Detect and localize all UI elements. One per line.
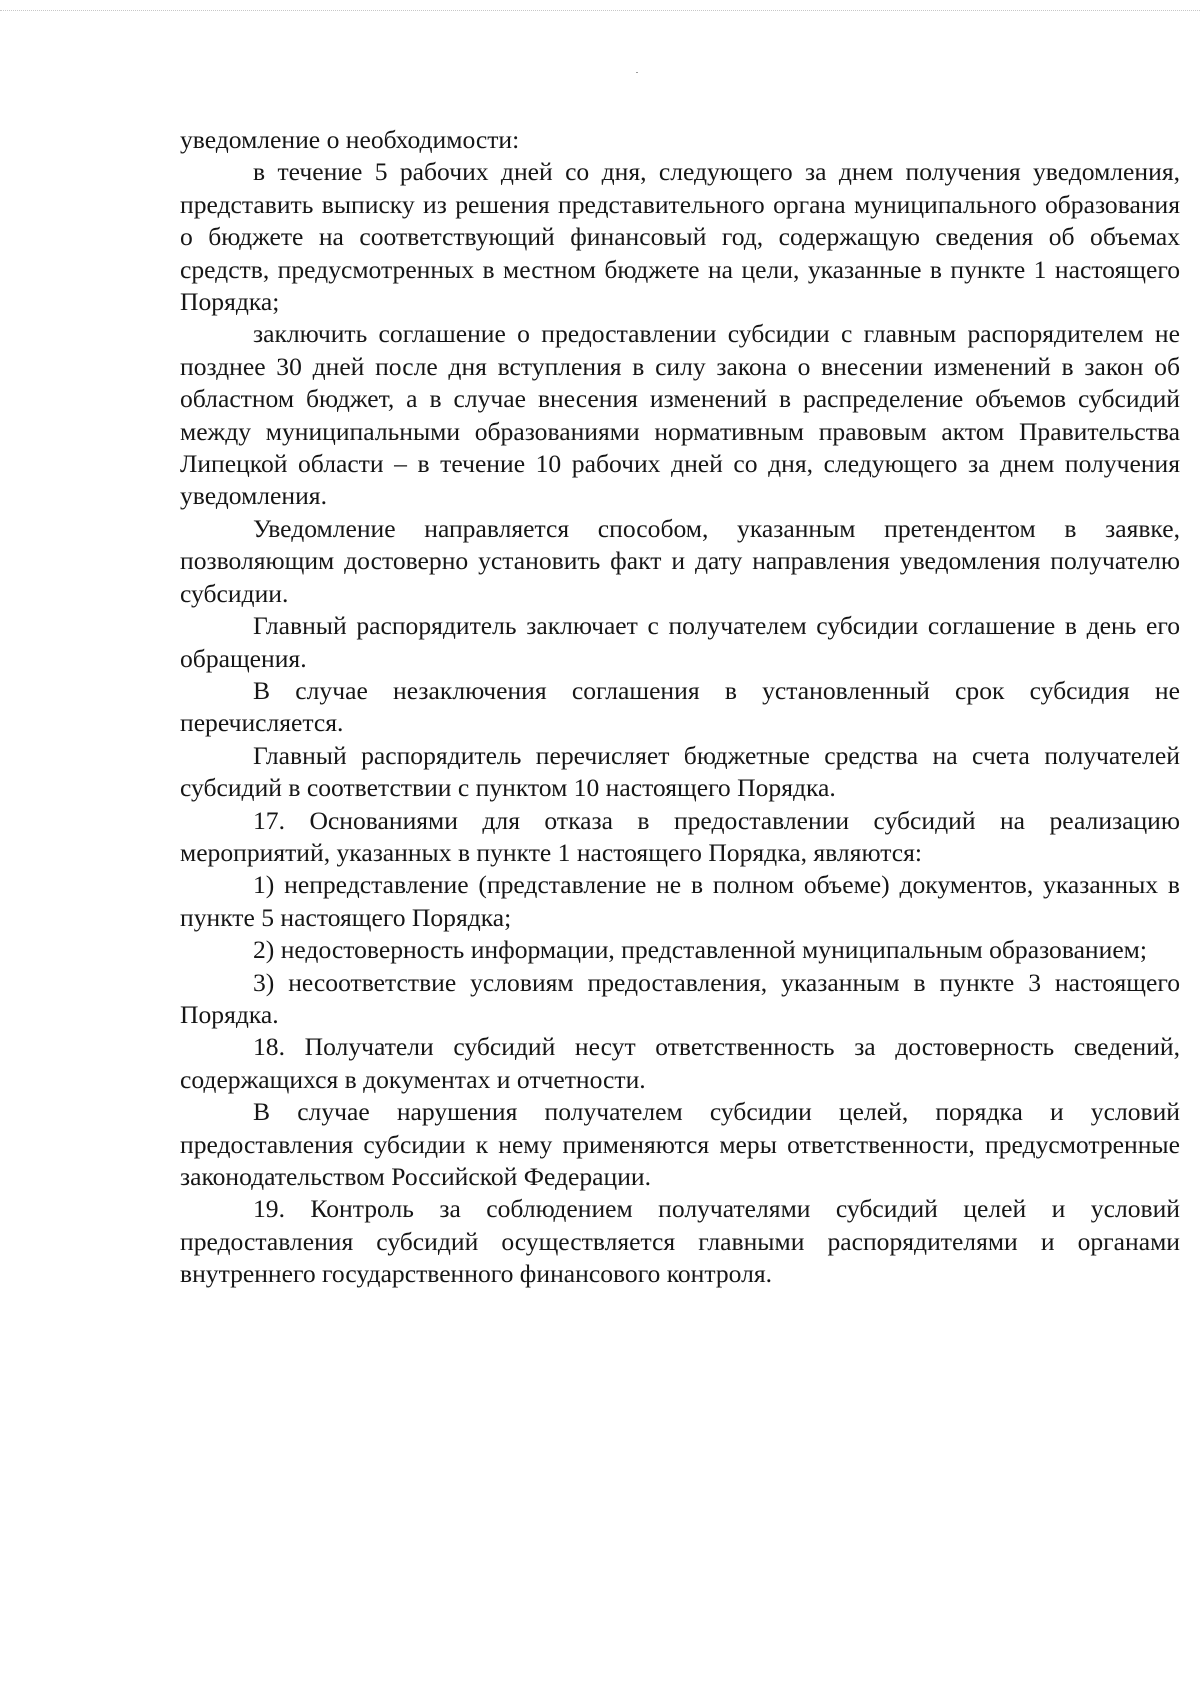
paragraph-item-17-3: 3) несоответствие условиям предоставления, указанным в пункте 3 настоящего Порядка. [180, 967, 1180, 1029]
document-body [180, 124, 1180, 1291]
paragraph-submit-budget-extract: в течение 5 рабочих дней со дня, следующего за днем получения уведомления, представить выписку из решения представительного органа муниципального образования о бюджете на соответствующий финансовый год, содержащую сведения об объемах средств, предусмотренных в местном бюджете на цели, указанные в пункте 1 настоящего Порядка; [180, 157, 1180, 317]
paragraph-notice-continuation: уведомление о необходимости: [180, 125, 520, 154]
paragraph-item-17-1: 1) непредставление (представление не в полном объеме) документов, указанных в пункте 5 настоящего Порядка; [180, 870, 1180, 932]
paragraph-funds-transfer: Главный распорядитель перечисляет бюджетные средства на счета получателей субсидий в соответствии с пунктом 10 настоящего Порядка. [180, 740, 1180, 803]
paragraph-violation-measures: В случае нарушения получателем субсидии целей, порядка и условий предоставления субсидии к нему применяются меры ответственности, предусмотренные законодательством Российской Федерации. [180, 1097, 1180, 1191]
paragraph-item-18: 18. Получатели субсидий несут ответственность за достоверность сведений, содержащихся в документах и отчетности. [180, 1032, 1180, 1094]
paragraph-item-19: 19. Контроль за соблюдением получателями субсидий целей и условий предоставления субсидий осуществляется главными распорядителями и органами внутреннего государственного финансового контроля. [180, 1194, 1180, 1289]
paragraph-notice-method: Уведомление направляется способом, указанным претендентом в заявке, позволяющим достоверно установить факт и дату направления уведомления получателю субсидии. [180, 513, 1180, 608]
paragraph-no-agreement: В случае незаключения соглашения в установленный срок субсидия не перечисляется. [180, 675, 1180, 738]
paragraph-conclude-agreement: заключить соглашение о предоставлении субсидии с главным распорядителем не позднее 30 дней после дня вступления в силу закона о внесении изменений в закон об областном бюджет, а в случае внесения изменений в распределение объемов субсидий между муниципальными образованиями нормативным правовым актом Правительства Липецкой области – в течение 10 рабочих дней со дня, следующего за днем получения уведомления. [180, 319, 1180, 511]
scan-top-edge [0, 10, 1200, 11]
paragraph-item-17: 17. Основаниями для отказа в предоставлении субсидий на реализацию мероприятий, указанных в пункте 1 настоящего Порядка, являются: [180, 805, 1180, 867]
scan-speck [636, 72, 638, 73]
paragraph-item-17-2: 2) недостоверность информации, представленной муниципальным образованием; [253, 935, 1147, 965]
paragraph-agreement-day: Главный распорядитель заключает с получателем субсидии соглашение в день его обращения. [180, 611, 1180, 673]
